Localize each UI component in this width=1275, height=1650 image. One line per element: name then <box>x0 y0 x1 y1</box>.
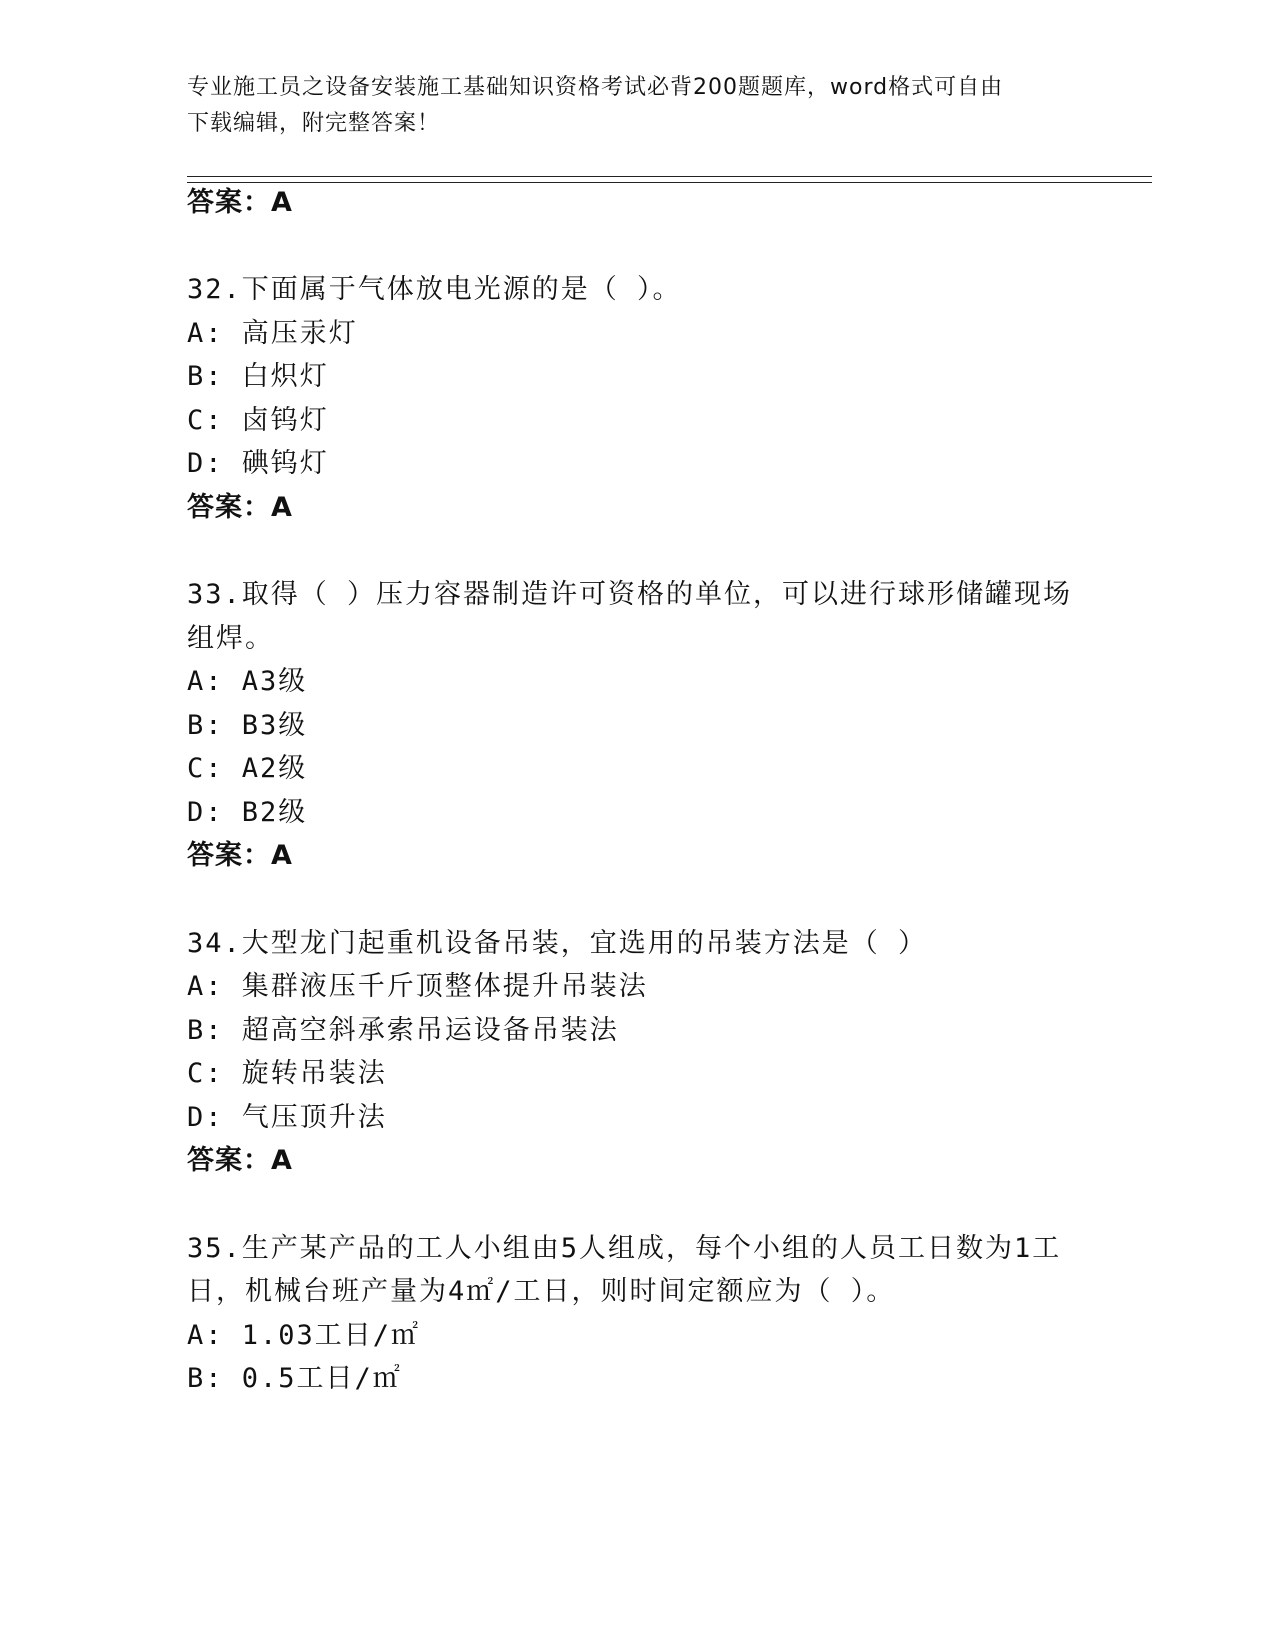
question-33-stem-line-1: 33.取得（ ）压力容器制造许可资格的单位，可以进行球形储罐现场 <box>187 579 1073 610</box>
question-34-stem: 34.大型龙门起重机设备吊装，宜选用的吊装方法是（ ） <box>187 928 928 959</box>
question-32-option-b: B: 白炽灯 <box>187 361 329 392</box>
question-35-stem-line-2: 日，机械台班产量为4㎡/工日，则时间定额应为（ ）。 <box>187 1276 896 1307</box>
question-33-answer: 答案：A <box>187 840 293 871</box>
question-32-answer: 答案：A <box>187 492 293 523</box>
document-header <box>187 70 1087 142</box>
question-33-option-d: D: B2级 <box>187 797 308 828</box>
header-divider-top <box>187 176 1152 177</box>
answer-31: 答案：A <box>187 187 293 218</box>
header-line-2: 下载编辑，附完整答案！ <box>187 111 441 136</box>
question-32-option-a: A: 高压汞灯 <box>187 318 358 349</box>
question-33-option-b: B: B3级 <box>187 710 308 741</box>
question-35-option-a: A: 1.03工日/㎡ <box>187 1320 421 1351</box>
header-line-1: 专业施工员之设备安装施工基础知识资格考试必背200题题库，word格式可自由 <box>187 75 1004 100</box>
question-35-stem-line-1: 35.生产某产品的工人小组由5人组成，每个小组的人员工日数为1工 <box>187 1233 1062 1264</box>
question-33-stem-line-2: 组焊。 <box>187 623 274 654</box>
question-35-option-b: B: 0.5工日/㎡ <box>187 1363 402 1394</box>
question-34-option-d: D: 气压顶升法 <box>187 1102 387 1133</box>
question-34-answer: 答案：A <box>187 1145 293 1176</box>
question-32-option-d: D: 碘钨灯 <box>187 448 329 479</box>
question-32-option-c: C: 卤钨灯 <box>187 405 329 436</box>
question-33-option-c: C: A2级 <box>187 753 308 784</box>
question-34-option-b: B: 超高空斜承索吊运设备吊装法 <box>187 1015 619 1046</box>
question-32-stem: 32.下面属于气体放电光源的是（ ）。 <box>187 274 682 305</box>
question-34-option-a: A: 集群液压千斤顶整体提升吊装法 <box>187 971 648 1002</box>
question-33-option-a: A: A3级 <box>187 666 308 697</box>
question-34-option-c: C: 旋转吊装法 <box>187 1058 387 1089</box>
header-divider-bottom <box>187 182 1152 183</box>
